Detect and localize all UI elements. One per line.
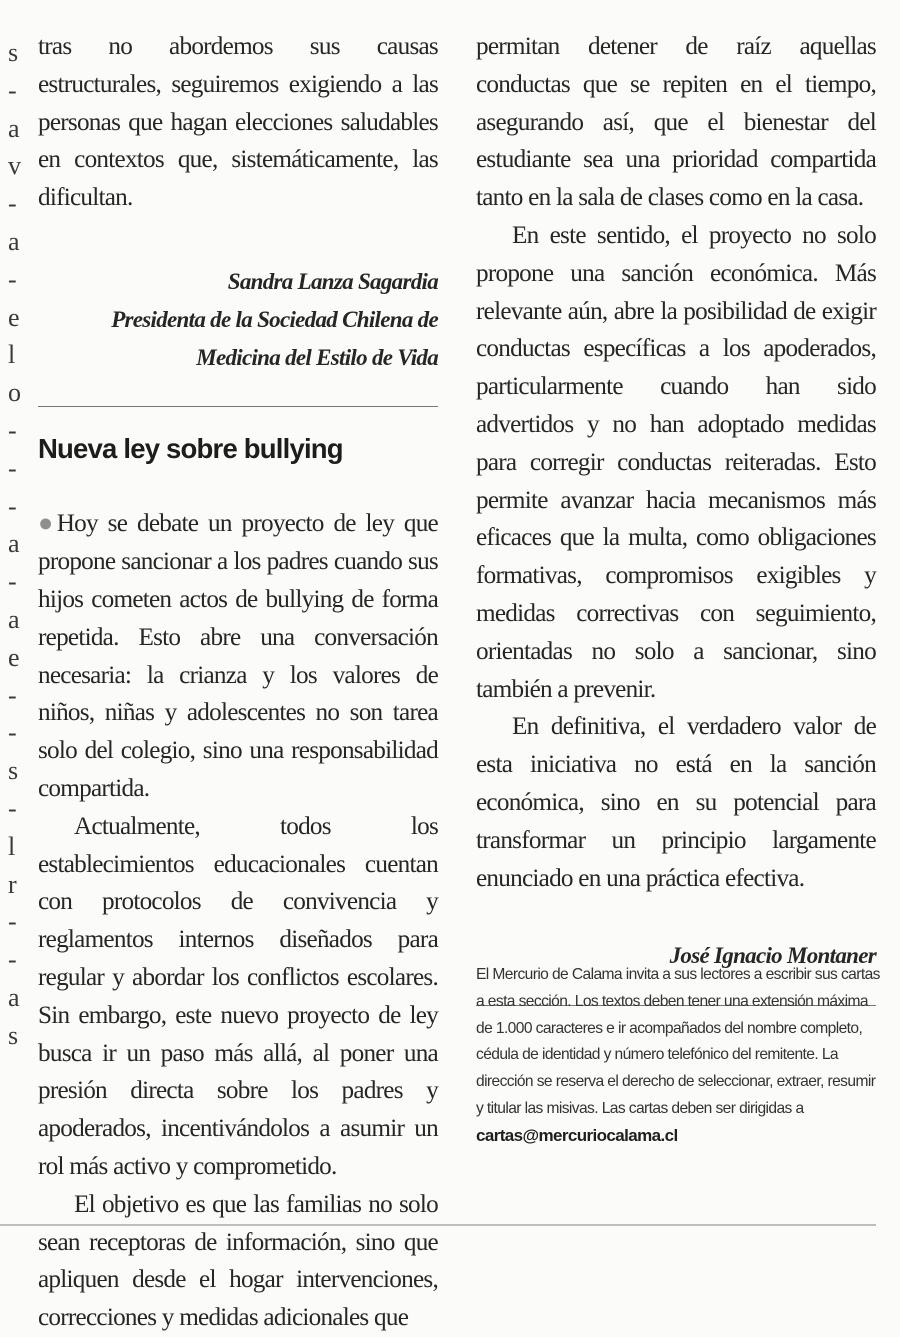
previous-letter-ending: tras no abordemos sus causas estructurales, seguiremos exigiendo a las personas que hagan elecciones saludables en contextos que, sistemáticamente, las dificultan. [38,33,438,212]
gutter-glyph: a [8,983,20,1012]
gutter-glyph: - [8,794,17,823]
editorial-note-text: El Mercurio de Calama invita a sus lectores a escribir sus cartas a esta sección. Los textos deben tener una extensión máxima de 1.000 caracteres e ir acompañados del nombre completo, cédula de identidad y número telefónico del remitente. La dirección se reserva el derecho de seleccionar, extraer, resumir y titular las misivas. Las cartas deben ser dirigidas a [476,966,880,1117]
gutter-glyph: e [8,642,20,672]
gutter-glyph: a [8,529,20,559]
gutter-glyph: - [8,567,17,597]
gutter-glyph: - [8,907,17,937]
gutter-glyph: a [8,605,20,634]
gutter-glyph: - [8,718,17,748]
letter-headline: Nueva ley sobre bullying [38,433,343,465]
gutter-glyph: - [8,75,17,105]
signature-name: Sandra Lanza Sagardia [227,268,438,294]
gutter-glyph: l [8,340,16,370]
gutter-glyph: - [8,189,17,219]
gutter-glyph: s [8,38,19,67]
right-column [476,28,876,1006]
gutter-glyph: a [8,113,20,143]
gutter-glyph: s [8,1020,19,1050]
gutter-glyph: e [8,302,20,332]
gutter-glyph: - [8,680,17,710]
section-divider [38,406,438,407]
author-signature: José Ignacio Montaner [669,943,876,969]
previous-column-edge [0,0,24,1232]
gutter-glyph: - [8,945,17,975]
letter-paragraph-5: En este sentido, el proyecto no solo propone una sanción económica. Más relevante aún, abre la posibilidad de exigir conductas específicas a los apoderados, particularmente cuando han sido advertidos y no han adoptado medidas para corregir conductas reiteradas. Esto permite avanzar hacia mecanismos más eficaces que la multa, como obligaciones formativas, compromisos exigibles y medidas correctivas con seguimiento, orientadas no solo a sancionar, sino también a prevenir. [476,221,876,703]
page-bottom-rule [0,1224,876,1226]
letter-paragraph-4: permitan detener de raíz aquellas conductas que se repiten en el tiempo, asegurando así, que el bienestar del estudiante sea una prioridad compartida tanto en la sala de clases como en la casa. [476,33,876,212]
letter-paragraph-1 [38,505,438,807]
gutter-glyph: v [8,151,21,181]
signature-role-line-2: Medicina del Estilo de Vida [196,344,438,370]
contact-email: cartas@mercuriocalama.cl [476,1125,678,1145]
gutter-glyph: a [8,227,20,256]
gutter-glyph: - [8,453,17,483]
gutter-glyph: - [8,416,17,445]
gutter-glyph: o [8,378,21,408]
editorial-note [476,962,880,1151]
left-column [38,28,438,1337]
bullet-icon: ● [38,510,57,538]
gutter-glyph: r [8,869,17,899]
signature-role-line-1: Presidenta de la Sociedad Chilena de [111,306,438,332]
letter-paragraph-2: Actualmente, todos los establecimientos educacionales cuentan con protocolos de convivencia y reglamentos internos diseñados para regular y abordar los conflictos escolares. Sin embargo, este nuevo proyecto de ley busca ir un paso más allá, al poner una presión directa sobre los padres y apoderados, incentivándolos a asumir un rol más activo y comprometido. [38,812,438,1180]
gutter-glyph: - [8,491,17,521]
gutter-glyph: s [8,756,19,786]
letter-paragraph-6: En definitiva, el verdadero valor de esta iniciativa no está en la sanción económica, sino en su potencial para transformar un principio largamente enunciado en una práctica efectiva. [476,713,876,892]
letter-paragraph-1-text: Hoy se debate un proyecto de ley que propone sancionar a los padres cuando sus hijos cometen actos de bullying de forma repetida. Esto abre una conversación necesaria: la crianza y los valores de niños, niñas y adolescentes no son tarea solo del colegio, sino una responsabilidad compartida. [38,510,438,802]
letter-paragraph-3: El objetivo es que las familias no solo sean receptoras de información, sino que apliquen desde el hogar intervenciones, correcciones y medidas adicionales que [38,1190,438,1332]
gutter-glyph: l [8,831,16,861]
gutter-glyph: - [8,264,17,294]
